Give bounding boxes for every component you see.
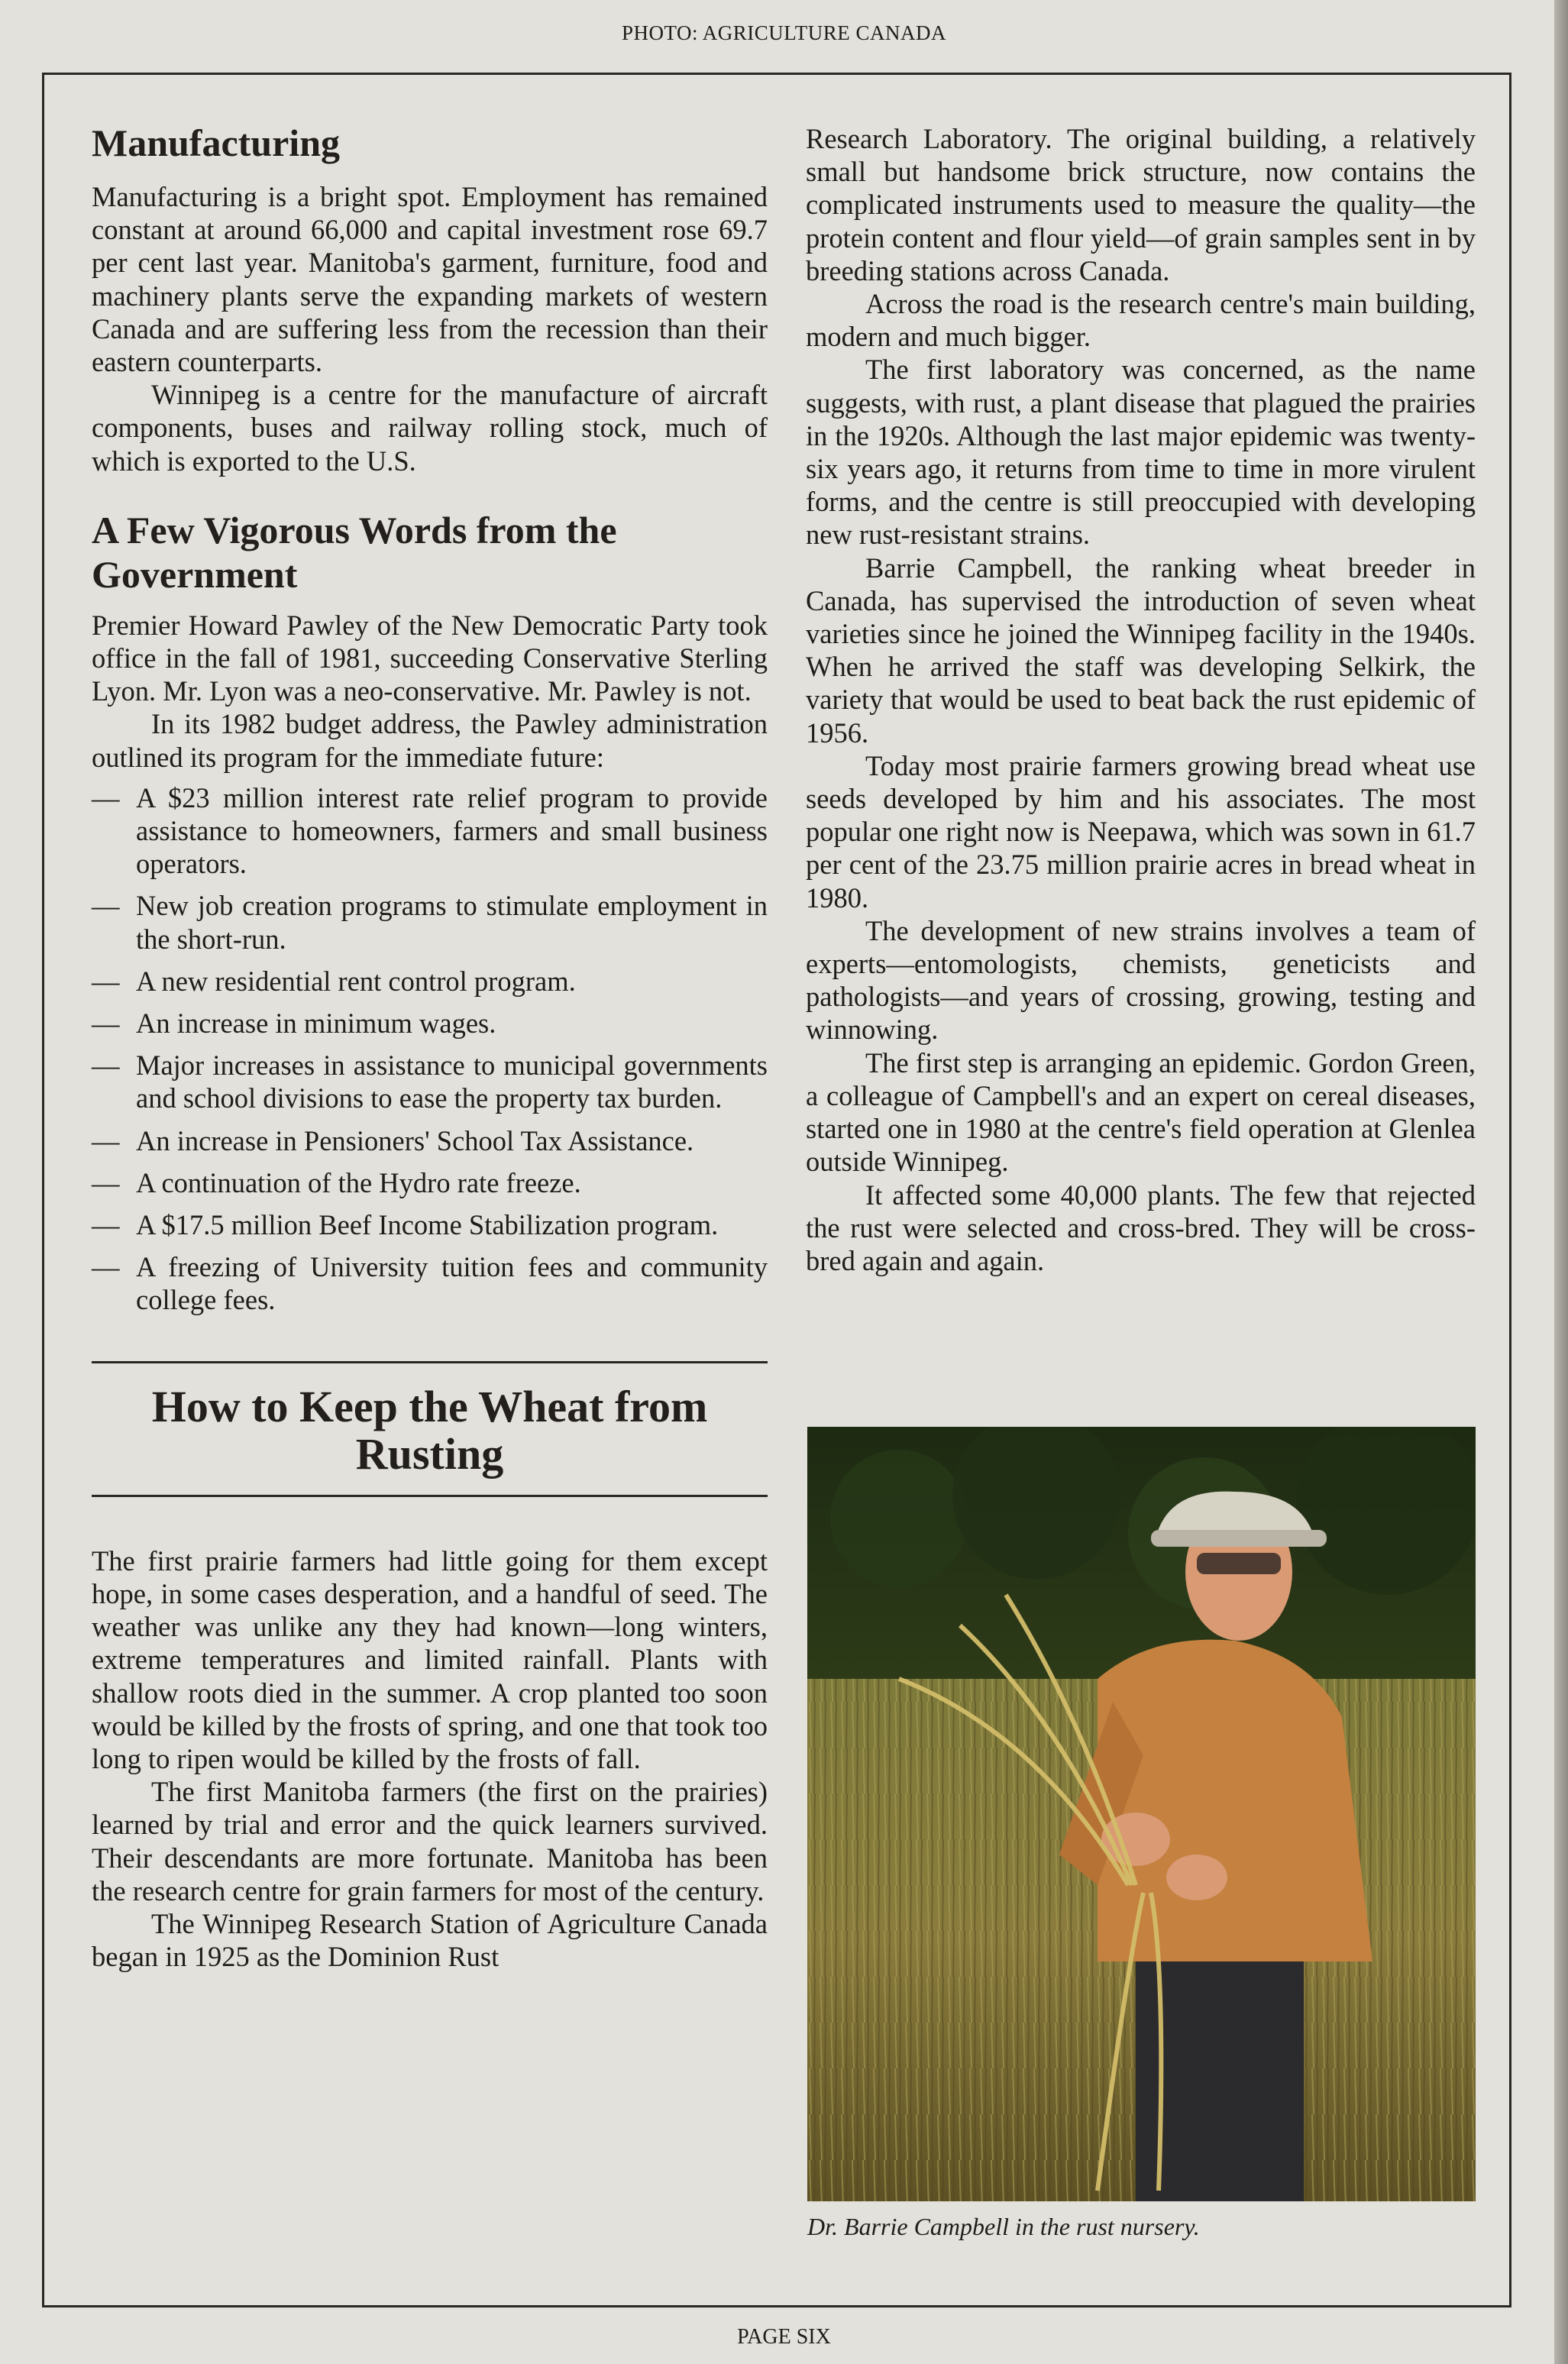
right-column <box>806 122 1476 1277</box>
list-item: — An increase in Pensioners' School Tax Assistance. <box>92 1124 768 1157</box>
right-paragraph-7: The first step is arranging an epidemic. Gordon Green, a colleague of Campbell's and an expert on cereal diseases, started one in 1980 at the centre's field operation at Glenlea outside Winnipeg. <box>806 1046 1476 1178</box>
list-item: — A $17.5 million Beef Income Stabilization program. <box>92 1208 768 1241</box>
list-item: — A freezing of University tuition fees and community college fees. <box>92 1250 768 1316</box>
wheat-paragraph-1: The first prairie farmers had little going for them except hope, in some cases desperation, and a handful of seed. The weather was unlike any they had known—long winters, extreme temperatures and limited rainfall. Plants with shallow roots died in the summer. A crop planted too soon would be killed by the frosts of spring, and one that took too long to ripen would be killed by the frosts of fall. <box>92 1544 768 1774</box>
list-item: — Major increases in assistance to municipal governments and school divisions to ease the property tax burden. <box>92 1049 768 1114</box>
list-item: — A continuation of the Hydro rate freeze. <box>92 1166 768 1199</box>
right-paragraph-4: Barrie Campbell, the ranking wheat breeder in Canada, has supervised the introduction of seven wheat varieties since he joined the Winnipeg facility in the 1940s. When he arrived the staff was developing Selkirk, the variety that would be used to beat back the rust epidemic of 1956. <box>806 551 1476 749</box>
right-paragraph-3: The first laboratory was concerned, as the name suggests, with rust, a plant disease that plagued the prairies in the 1920s. Although the last major epidemic was twenty-six years ago, it returns from time to time in more virulent forms, and the centre is still preoccupied with developing new rust-resistant strains. <box>806 354 1476 551</box>
wheat-paragraph-3: The Winnipeg Research Station of Agriculture Canada began in 1925 as the Dominion Rust <box>92 1907 768 1973</box>
title-rule-bottom <box>92 1495 768 1497</box>
right-paragraph-2: Across the road is the research centre's main building, modern and much bigger. <box>806 288 1476 353</box>
right-paragraph-5: Today most prairie farmers growing bread wheat use seeds developed by him and his associates. The most popular one right now is Neepawa, which was sown in 61.7 per cent of the 23.75 million prairie acres in bread wheat in 1980. <box>806 749 1476 914</box>
wheat-paragraph-2: The first Manitoba farmers (the first on the prairies) learned by trial and error and the quick learners survived. Their descendants are more fortunate. Manitoba has been the research centre for grain farmers for most of the century. <box>92 1776 768 1906</box>
photo-credit: PHOTO: AGRICULTURE CANADA <box>621 21 947 44</box>
government-paragraph-1: Premier Howard Pawley of the New Democratic Party took office in the fall of 1981, succeeding Conservative Sterling Lyon. Mr. Lyon was a neo-conservative. Mr. Pawley is not. <box>92 609 768 707</box>
list-item: — An increase in minimum wages. <box>92 1007 768 1040</box>
government-heading: A Few Vigorous Words from the Government <box>92 508 617 596</box>
page-spine-edge <box>1554 0 1568 2364</box>
list-item: — A $23 million interest rate relief program to provide assistance to homeowners, farmers and small business operators. <box>92 781 768 881</box>
left-column <box>92 107 768 1973</box>
list-item: — New job creation programs to stimulate employment in the short-run. <box>92 889 768 955</box>
manufacturing-paragraph-2: Winnipeg is a centre for the manufacture of aircraft components, buses and railway rolling stock, much of which is exported to the U.S. <box>92 379 768 477</box>
budget-program-list <box>92 781 768 1317</box>
right-paragraph-6: The development of new strains involves a team of experts—entomologists, chemists, geneticists and pathologists—and years of crossing, growing, testing and winnowing. <box>806 914 1476 1046</box>
right-paragraph-1: Research Laboratory. The original building, a relatively small but handsome brick structure, now contains the complicated instruments used to measure the quality—the protein content and flour yield—of grain samples sent in by breeding stations across Canada. <box>806 123 1476 286</box>
photo-caption: Dr. Barrie Campbell in the rust nursery. <box>807 2213 1200 2240</box>
government-paragraph-2: In its 1982 budget address, the Pawley administration outlined its program for the immediate future: <box>92 708 768 773</box>
article-title: How to Keep the Wheat from Rusting <box>151 1381 708 1479</box>
manufacturing-heading: Manufacturing <box>92 121 340 164</box>
wheat-field-photo <box>807 1427 1476 2201</box>
page-number: PAGE SIX <box>737 2325 831 2349</box>
right-paragraph-8: It affected some 40,000 plants. The few that rejected the rust were selected and cross-bred. They will be cross-bred again and again. <box>806 1179 1476 1276</box>
title-rule-top <box>92 1361 768 1363</box>
list-item: — A new residential rent control program. <box>92 965 768 998</box>
manufacturing-paragraph-1: Manufacturing is a bright spot. Employment has remained constant at around 66,000 and capital investment rose 69.7 per cent last year. Manitoba's garment, furniture, food and machinery plants serve the expanding markets of western Canada and are suffering less from the recession than their eastern counterparts. <box>92 181 768 378</box>
